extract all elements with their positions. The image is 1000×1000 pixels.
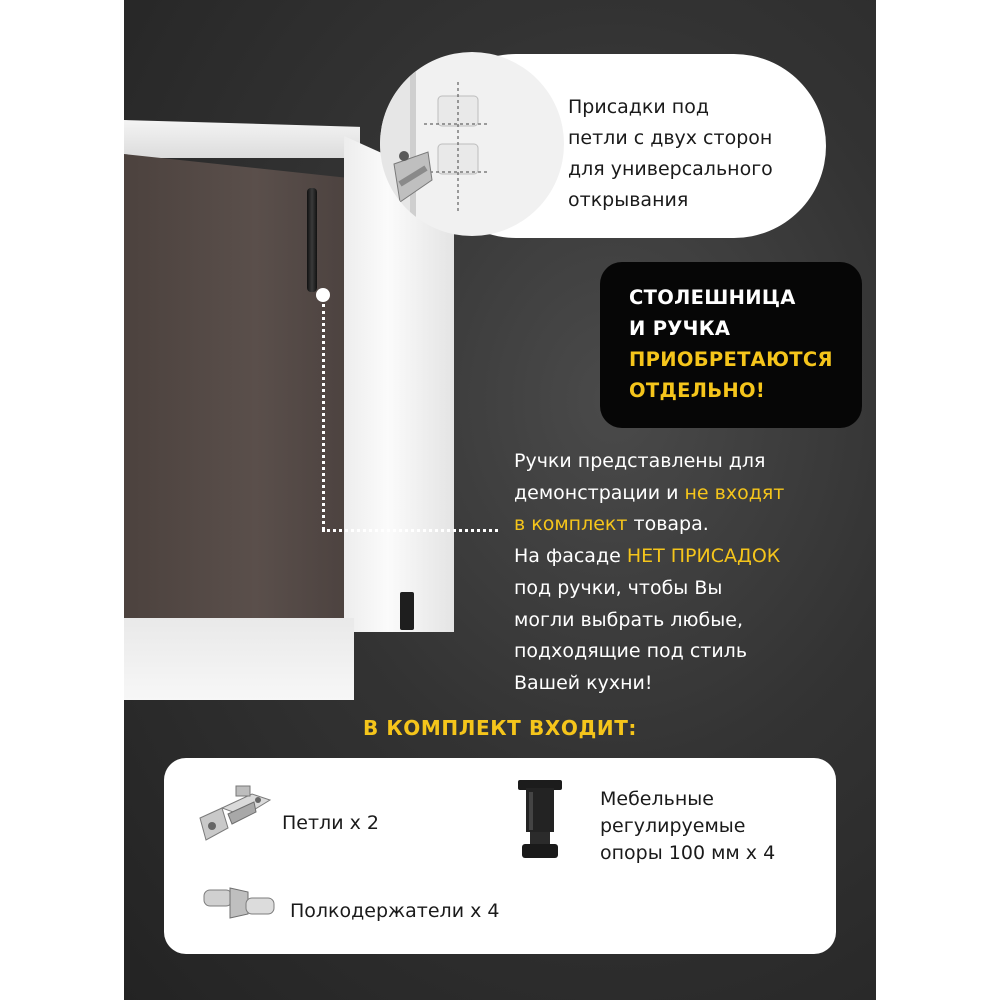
description-text: демонстрации и [514,481,685,504]
description-line: под ручки, чтобы Вы [514,576,723,599]
pointer-line-horizontal [322,529,498,532]
supports-line: Мебельные [600,788,714,810]
notice-line: И РУЧКА [629,317,731,340]
supports-line: опоры 100 мм х 4 [600,842,776,864]
notice-line-highlight: ПРИОБРЕТАЮТСЯ [629,348,833,371]
notice-text [629,282,876,406]
hinge-callout-text [568,92,828,216]
cabinet-leg [400,592,414,630]
description-line [514,509,854,541]
description-line [514,541,854,573]
pointer-dot [316,288,330,302]
door-handle [307,188,317,292]
hinge-closeup-icon [380,52,564,236]
kit-title: В КОМПЛЕКТ ВХОДИТ: [362,716,638,740]
description-line: могли выбрать любые, [514,608,743,631]
cabinet-plinth [124,618,354,700]
handles-description [514,446,854,700]
callout-line: для универсального [568,158,773,180]
cabinet-top [124,120,360,158]
callout-line: петли с двух сторон [568,127,773,149]
kit-contents-panel [164,758,836,954]
pointer-line-vertical [322,304,325,530]
notice-line: СТОЛЕШНИЦА [629,286,796,309]
description-highlight: не входят [684,481,785,504]
adjustable-leg-icon [514,778,566,868]
description-line [514,478,854,510]
callout-line: открывания [568,189,689,211]
description-text: товара. [627,513,709,536]
shelf-holder-icon [200,876,280,936]
product-card [124,0,876,1000]
description-highlight: НЕТ ПРИСАДОК [626,545,781,568]
description-highlight: в комплект [514,513,628,536]
kit-item-shelf-holders: Полкодержатели х 4 [290,900,500,922]
description-text: На фасаде [514,545,627,568]
hinge-icon [192,778,280,852]
supports-line: регулируемые [600,815,746,837]
kit-item-hinges: Петли х 2 [282,812,379,834]
kit-item-supports [600,786,775,867]
description-line: подходящие под стиль [514,640,748,663]
hinge-closeup-image [380,52,564,236]
notice-line-highlight: ОТДЕЛЬНО! [629,379,766,402]
description-line: Ручки представлены для [514,450,766,472]
callout-line: Присадки под [568,96,709,118]
description-line: Вашей кухни! [514,671,653,694]
